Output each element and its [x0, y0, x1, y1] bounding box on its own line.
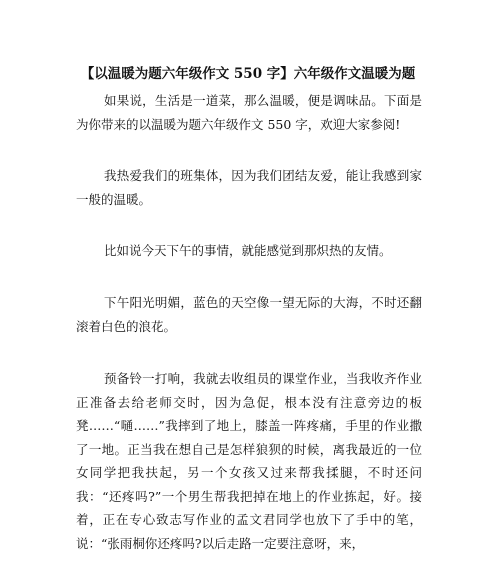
paragraph-fall-story: 预备铃一打响，我就去收组员的课堂作业，当我收齐作业正准备去给老师交时，因为急促，根本没有注意旁边的板凳……“嗵……”我摔到了地上，膝盖一阵疼痛，手里的作业撒了一地。正当我在想自己是怎样狼狈的时候，离我最近的一位女同学把我扶起，另一个女孩又过来帮我揉腿，不时还问我：“还疼吗?”一个男生帮我把掉在地上的作业拣起，好。接着，正在专心致志写作业的孟文君同学也放下了手中的笔，说：“张雨桐你还疼吗?以后走路一定要注意呀，来， [76, 371, 422, 551]
document-title: 【以温暖为题六年级作文 550 字】六年级作文温暖为题 [80, 66, 416, 82]
paragraph-class-love: 我热爱我们的班集体，因为我们团结友爱，能让我感到家一般的温暖。 [76, 168, 422, 207]
paragraph-intro: 如果说，生活是一道菜，那么温暖，便是调味品。下面是为你带来的以温暖为题六年级作文 550 字，欢迎大家参阅! [76, 93, 422, 132]
paragraph-afternoon: 比如说今天下午的事情，就能感觉到那炽热的友情。 [104, 243, 392, 258]
paragraph-sky: 下午阳光明媚，蓝色的天空像一望无际的大海，不时还翻滚着白色的浪花。 [76, 295, 422, 334]
